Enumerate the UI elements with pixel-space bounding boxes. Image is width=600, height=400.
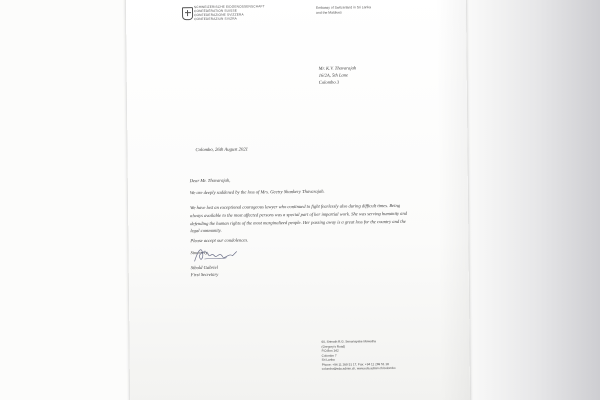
recipient-name: Mr. K.V. Thavarajah [318,65,357,71]
paragraph-2: We have lost an exceptional courageous lawyer who continued to fight fearlessly also during difficult times. Being always available to the most affected persons was a special part of her impartial work. She was serving humanity and defending the human rights of the most marginalized people. Her passing away is a great loss for the country and the legal community. [190,202,408,234]
footer-email-web: colombo@eda.admin.ch, www.eda.admin.ch/colombo [321,365,396,371]
sheet-shadow [436,0,470,400]
letter-sheet [126,0,470,400]
embassy-line-1: Embassy of Switzerland in Sri Lanka [315,5,372,10]
recipient-address-2: Colombo 3 [318,79,340,85]
paragraph-3: Please accept our condolences. [190,237,249,244]
footer-line-3: P.O.Box 342 [321,348,339,353]
recipient-address-1: 16/2A, 5th Lane [318,72,349,78]
embassy-line-2: and the Maldives [316,10,342,15]
date-line: Colombo, 26th August 2021 [195,147,249,154]
signer-title: First Secretary [190,271,219,277]
handwritten-signature [192,243,242,266]
footer-line-5: Sri Lanka [321,357,335,362]
paragraph-1: We are deeply saddened by the loss of Mrs. Geetry Shankery Thavarajah. [189,188,325,196]
footer-line-1: 60, Srimath R.G. Senanayake Mawatha [321,339,377,344]
swiss-cross-icon [182,7,193,20]
photo-shadow [460,0,600,400]
salutation: Dear Mr. Thavarajah, [189,177,231,184]
letterhead-line-3: CONFEDERAZIONE SVIZZERA [194,12,244,18]
letterhead-line-1: SCHWEIZERISCHE EIDGENOSSENSCHAFT [193,4,265,10]
closing: Sincerely, [190,249,209,256]
footer-contact: Phone: +94 11 269 51 17, Fax: +94 11 269 51 18 [321,361,389,367]
footer-line-4: Colombo 7 [321,353,337,358]
signer-name: Sibold Gabriel [190,264,218,271]
letterhead-line-4: CONFEDERAZIUN SVIZRA [194,16,237,22]
footer-line-2: (Gregory's Road) [321,344,346,349]
letterhead-line-2: CONFÉDÉRATION SUISSE [193,8,238,14]
